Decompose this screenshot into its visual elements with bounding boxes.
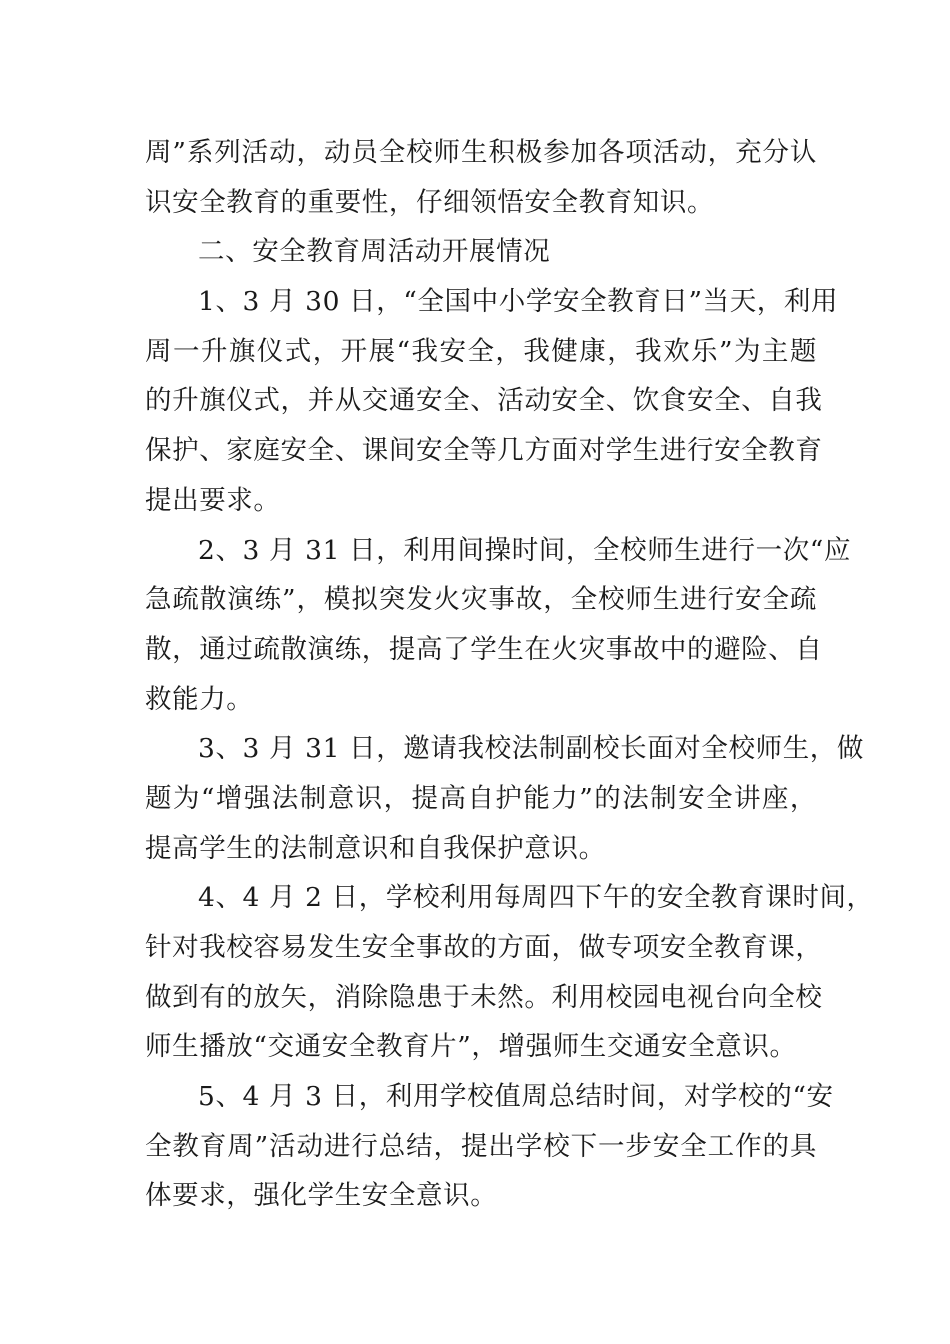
- text-line: 的升旗仪式，并从交通安全、活动安全、饮食安全、自我: [145, 385, 823, 417]
- text-line: 4、4 月 2 日，学校利用每周四下午的安全教育课时间，: [198, 882, 874, 914]
- text-line: 体要求，强化学生安全意识。: [145, 1180, 498, 1212]
- paragraph-item-4: [145, 873, 874, 1072]
- text-line: 救能力。: [145, 683, 254, 715]
- text-line: 2、3 月 31 日，利用间操时间，全校师生进行一次“应: [198, 534, 852, 566]
- paragraph-item-3: [145, 724, 865, 873]
- text-line: 提高学生的法制意识和自我保护意识。: [145, 832, 606, 864]
- paragraph-intro-continuation: [145, 128, 817, 227]
- text-line: 提出要求。: [145, 484, 281, 516]
- text-line: 针对我校容易发生安全事故的方面，做专项安全教育课，: [145, 932, 823, 963]
- text-line: 周一升旗仪式，开展“我安全，我健康，我欢乐”为主题: [145, 335, 817, 367]
- text-line: 做到有的放矢，消除隐患于未然。利用校园电视台向全校: [145, 981, 823, 1013]
- document-body: [145, 128, 874, 1221]
- text-line: 1、3 月 30 日，“全国中小学安全教育日”当天，利用: [198, 286, 839, 318]
- paragraph-item-1: [145, 277, 839, 525]
- text-line: 保护、家庭安全、课间安全等几方面对学生进行安全教育: [145, 435, 823, 467]
- text-line: 5、4 月 3 日，利用学校值周总结时间，对学校的“安: [198, 1081, 834, 1113]
- text-line: 3、3 月 31 日，邀请我校法制副校长面对全校师生，做: [198, 733, 865, 765]
- paragraph-section-heading: [145, 227, 817, 277]
- text-line: 师生播放“交通安全教育片”，增强师生交通安全意识。: [145, 1031, 797, 1063]
- text-line: 全教育周”活动进行总结，提出学校下一步安全工作的具: [145, 1130, 817, 1162]
- text-line: 题为“增强法制意识，提高自护能力”的法制安全讲座，: [145, 782, 817, 814]
- paragraph-item-2: [145, 526, 852, 725]
- text-line: 散，通过疏散演练，提高了学生在火灾事故中的避险、自: [145, 633, 823, 665]
- text-line: 识安全教育的重要性，仔细领悟安全教育知识。: [145, 186, 715, 218]
- section-heading: 二、安全教育周活动开展情况: [198, 236, 551, 268]
- paragraph-item-5: [145, 1072, 834, 1221]
- text-line: 急疏散演练”，模拟突发火灾事故，全校师生进行安全疏: [145, 584, 817, 616]
- text-line: 周”系列活动，动员全校师生积极参加各项活动，充分认: [145, 137, 817, 168]
